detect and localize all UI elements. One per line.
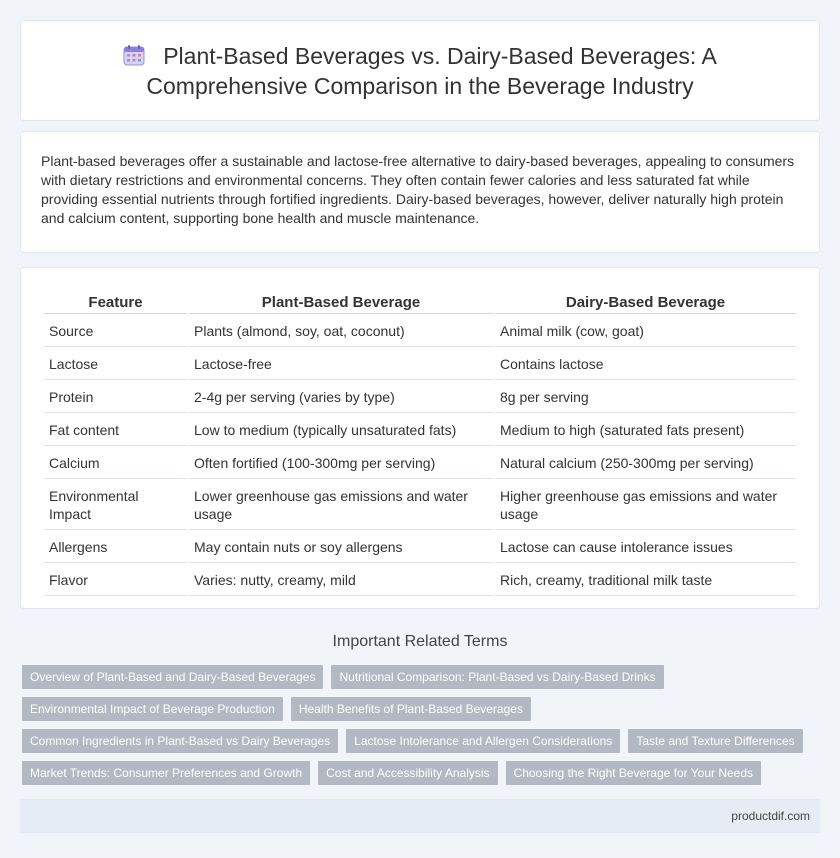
related-term-link[interactable]: Lactose Intolerance and Allergen Considerations (346, 729, 620, 753)
related-term-link[interactable]: Taste and Texture Differences (628, 729, 802, 753)
related-term-link[interactable]: Nutritional Comparison: Plant-Based vs Dairy-Based Drinks (331, 665, 663, 689)
cell-dairy: Higher greenhouse gas emissions and water usage (495, 481, 796, 530)
cell-feature: Protein (44, 382, 187, 413)
table-header-row (44, 290, 796, 314)
cell-plant: Varies: nutty, creamy, mild (189, 565, 493, 596)
related-term-link[interactable]: Choosing the Right Beverage for Your Needs (506, 761, 762, 785)
cell-feature: Source (44, 316, 187, 347)
cell-feature: Lactose (44, 349, 187, 380)
cell-dairy: Lactose can cause intolerance issues (495, 532, 796, 563)
page-title (81, 42, 759, 100)
table-row (44, 565, 796, 596)
cell-dairy: Contains lactose (495, 349, 796, 380)
footer-brand: productdif.com (731, 809, 810, 823)
cell-plant: Often fortified (100-300mg per serving) (189, 448, 493, 479)
comparison-table (42, 288, 798, 598)
cell-plant: Plants (almond, soy, oat, coconut) (189, 316, 493, 347)
cell-dairy: Rich, creamy, traditional milk taste (495, 565, 796, 596)
table-row (44, 415, 796, 446)
related-term-link[interactable]: Health Benefits of Plant-Based Beverages (291, 697, 531, 721)
related-term-link[interactable]: Cost and Accessibility Analysis (318, 761, 497, 785)
column-header-feature: Feature (44, 290, 187, 314)
cell-feature: Calcium (44, 448, 187, 479)
intro-card (20, 131, 820, 253)
cell-dairy: Natural calcium (250-300mg per serving) (495, 448, 796, 479)
related-term-link[interactable]: Environmental Impact of Beverage Production (22, 697, 283, 721)
header-card (20, 20, 820, 121)
cell-dairy: Medium to high (saturated fats present) (495, 415, 796, 446)
table-row (44, 349, 796, 380)
cell-feature: Allergens (44, 532, 187, 563)
comparison-table-card (20, 267, 820, 609)
table-row (44, 448, 796, 479)
cell-feature: Environmental Impact (44, 481, 187, 530)
cell-feature: Flavor (44, 565, 187, 596)
footer (20, 799, 820, 833)
related-terms-title: Important Related Terms (332, 633, 508, 650)
table-row (44, 382, 796, 413)
cell-plant: 2-4g per serving (varies by type) (189, 382, 493, 413)
intro-paragraph: Plant-based beverages offer a sustainable and lactose-free alternative to dairy-based beverages, appealing to consumers with dietary restrictions and environmental concerns. They often contain fewer calories and less saturated fat while providing essential nutrients through fortified ingredients. Dairy-based beverages, however, deliver naturally high protein and calcium content, supporting bone health and muscle maintenance. (41, 153, 795, 226)
related-term-link[interactable]: Common Ingredients in Plant-Based vs Dairy Beverages (22, 729, 338, 753)
page-title-text: Plant-Based Beverages vs. Dairy-Based Beverages: A Comprehensive Comparison in the Beverage Industry (146, 42, 717, 99)
calendar-icon (123, 44, 145, 72)
cell-plant: Lactose-free (189, 349, 493, 380)
column-header-plant: Plant-Based Beverage (189, 290, 493, 314)
cell-dairy: Animal milk (cow, goat) (495, 316, 796, 347)
table-row (44, 481, 796, 530)
related-term-link[interactable]: Market Trends: Consumer Preferences and Growth (22, 761, 310, 785)
column-header-dairy: Dairy-Based Beverage (495, 290, 796, 314)
related-term-link[interactable]: Overview of Plant-Based and Dairy-Based Beverages (22, 665, 323, 689)
table-row (44, 532, 796, 563)
table-row (44, 316, 796, 347)
cell-dairy: 8g per serving (495, 382, 796, 413)
cell-plant: Low to medium (typically unsaturated fats) (189, 415, 493, 446)
cell-feature: Fat content (44, 415, 187, 446)
cell-plant: Lower greenhouse gas emissions and water usage (189, 481, 493, 530)
related-terms-list (22, 665, 820, 793)
cell-plant: May contain nuts or soy allergens (189, 532, 493, 563)
